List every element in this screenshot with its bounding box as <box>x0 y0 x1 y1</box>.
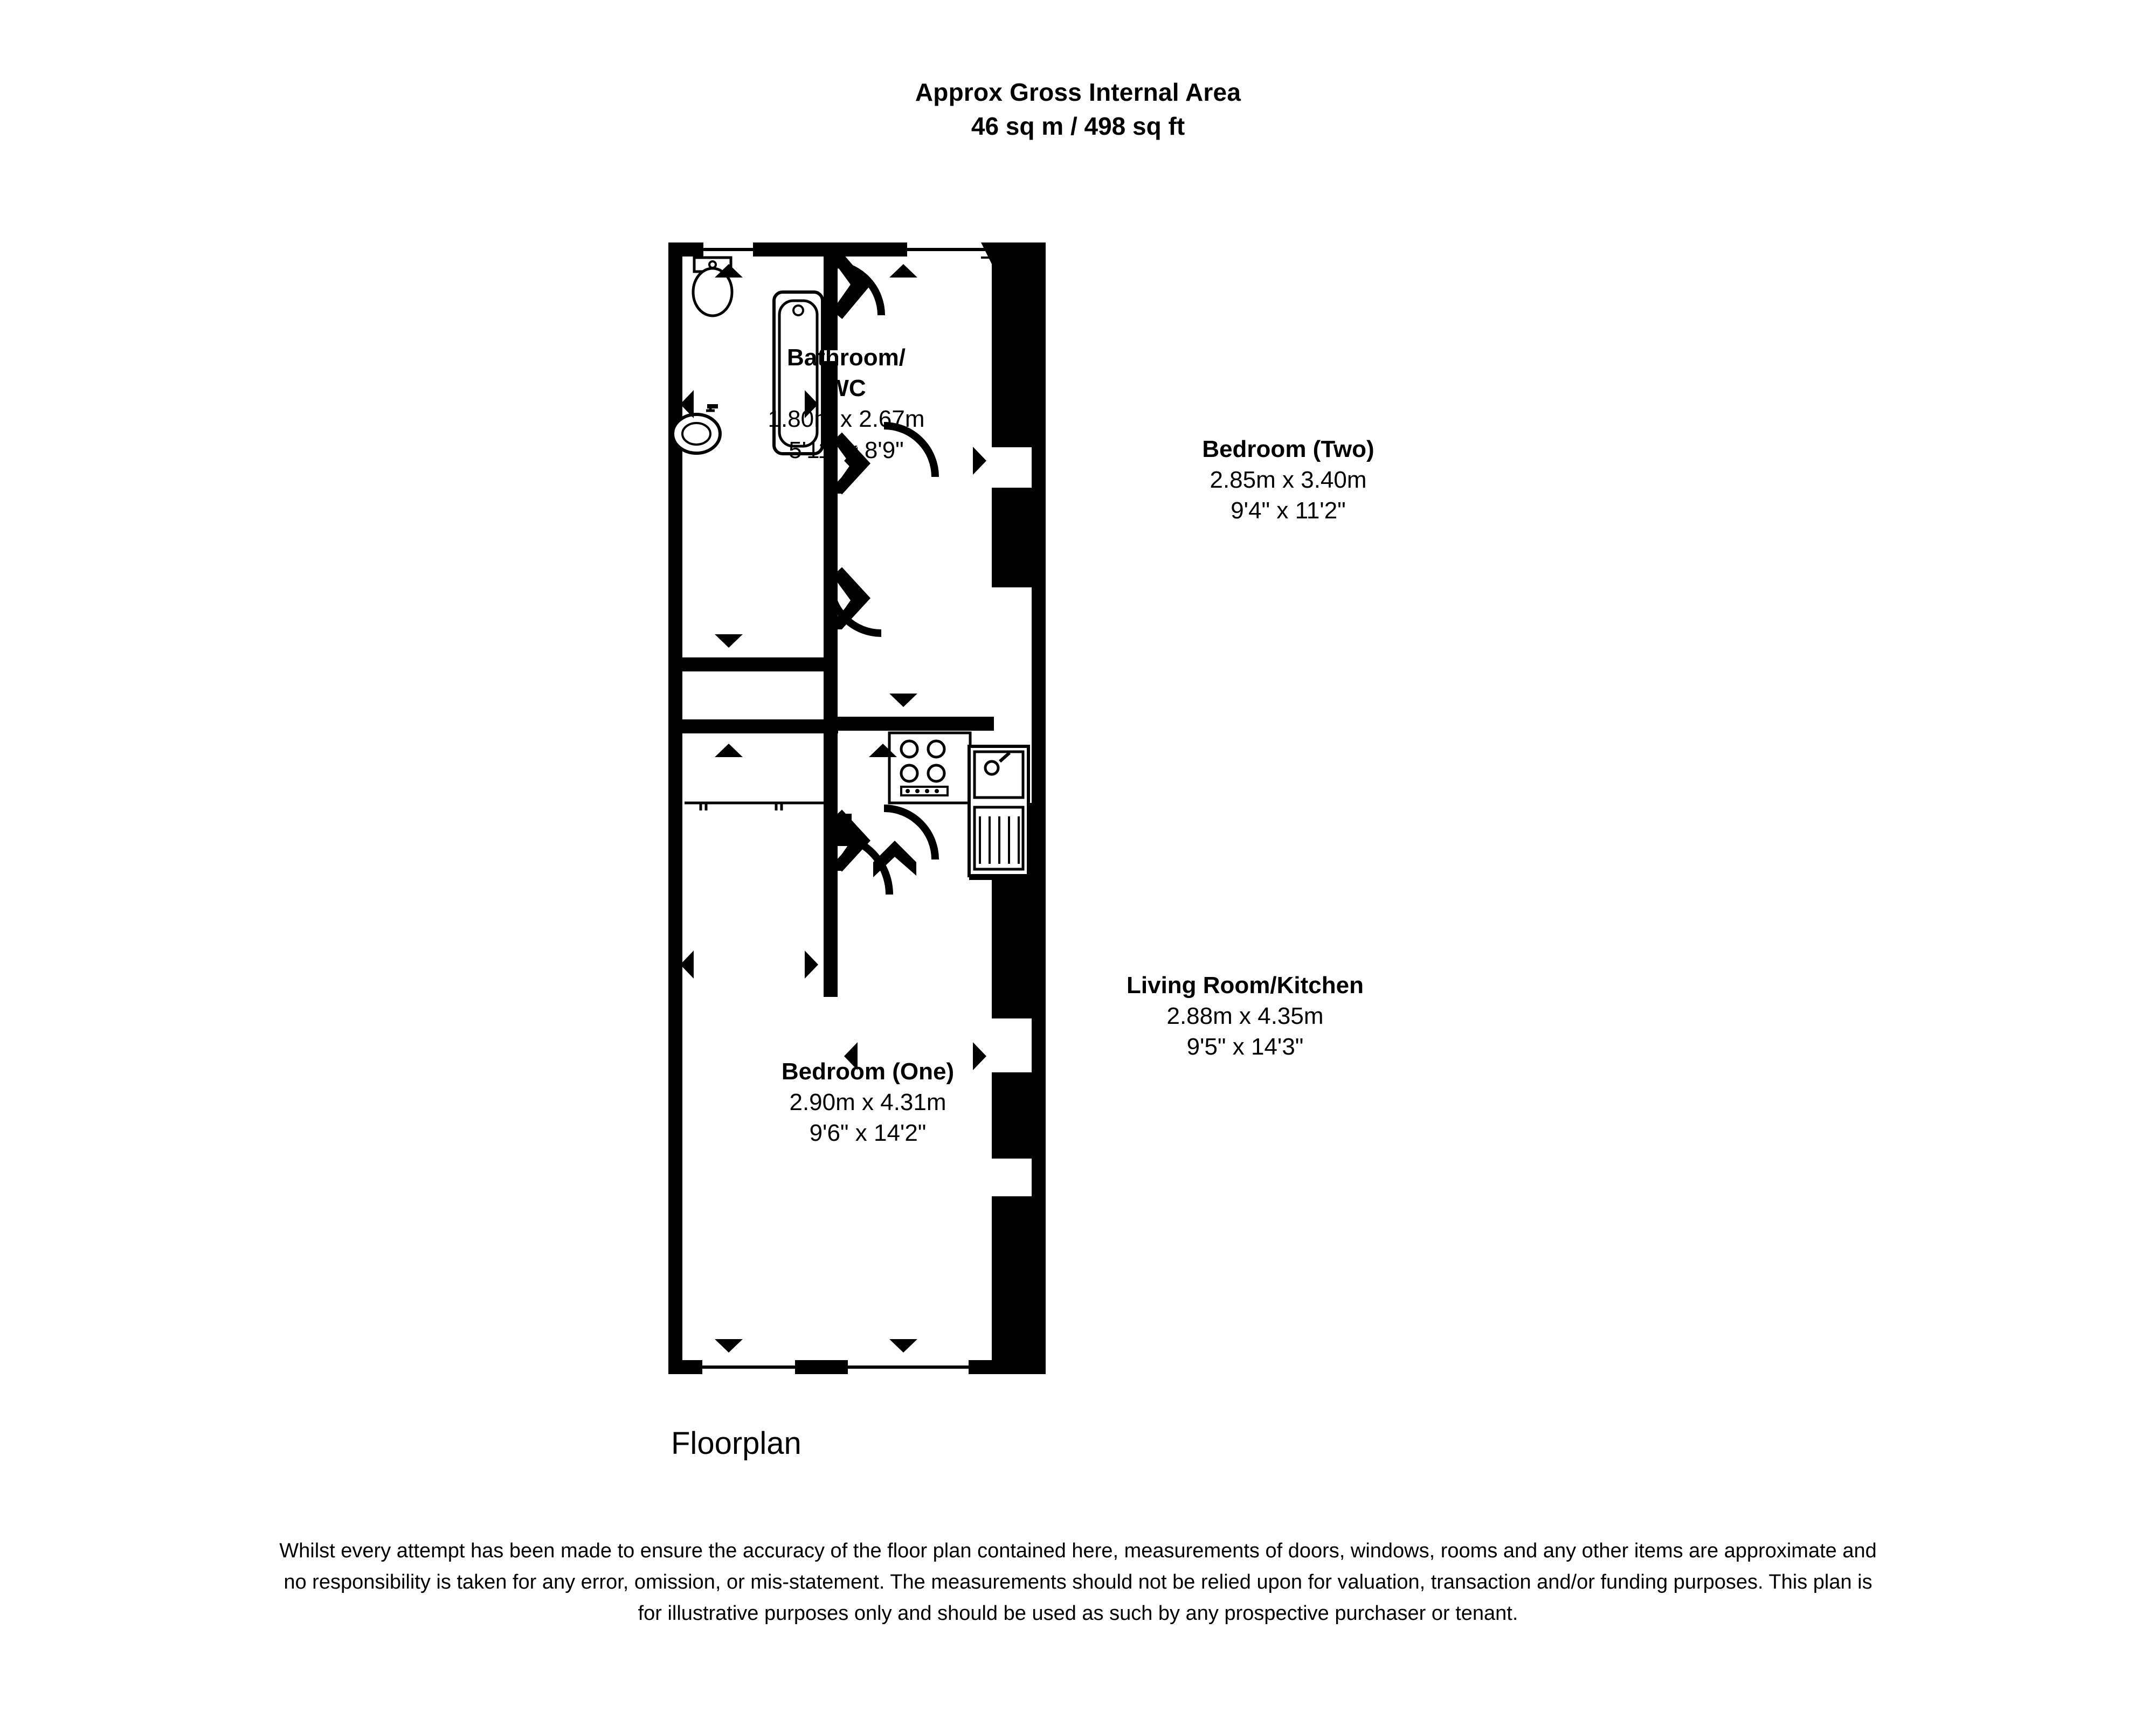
room-dimensions-imperial: 9'5" x 14'3" <box>1186 1034 1304 1060</box>
room-dimensions-imperial: 9'6" x 14'2" <box>809 1120 927 1147</box>
sink-icon <box>969 746 1028 876</box>
room-label-bathroom <box>695 342 997 466</box>
disclaimer-text: Whilst every attempt has been made to ensure the accuracy of the floor plan contained here, measurements of doors, windows, rooms and any other items are approximate and no responsibility is taken for any error, omission, or mis-statement. The measurements should not be relied upon for valuation, transaction and/or funding purposes. This plan is for illustrative purposes only and should be used as such by any prospective purchaser or tenant. <box>279 1540 1877 1625</box>
wardrobe-icon <box>685 803 830 810</box>
toilet-icon <box>693 258 732 316</box>
room-dimensions-metric: 1.80m x 2.67m <box>768 406 925 433</box>
room-name: Bedroom (Two) <box>1202 436 1374 462</box>
room-name-line2: WC <box>826 375 866 402</box>
room-label-bedroom-one <box>701 1056 1035 1149</box>
area-value: 46 sq m / 498 sq ft <box>971 112 1185 141</box>
room-name: Bedroom (One) <box>781 1058 955 1085</box>
room-dimensions-metric: 2.88m x 4.35m <box>1166 1003 1324 1030</box>
room-dimensions-metric: 2.85m x 3.40m <box>1210 467 1367 494</box>
floorplan-caption: Floorplan <box>671 1426 801 1461</box>
room-label-bedroom-two <box>1121 434 1455 526</box>
room-dimensions-imperial: 5'11" x 8'9" <box>789 436 904 463</box>
plan-header <box>0 75 2156 144</box>
room-dimensions-imperial: 9'4" x 11'2" <box>1231 497 1346 524</box>
room-label-living-kitchen <box>1056 970 1434 1063</box>
room-name: Bathroom/ <box>787 344 906 371</box>
hob-icon <box>889 733 970 803</box>
room-name: Living Room/Kitchen <box>1127 972 1364 999</box>
area-title: Approx Gross Internal Area <box>915 78 1241 106</box>
room-dimensions-metric: 2.90m x 4.31m <box>789 1089 946 1116</box>
